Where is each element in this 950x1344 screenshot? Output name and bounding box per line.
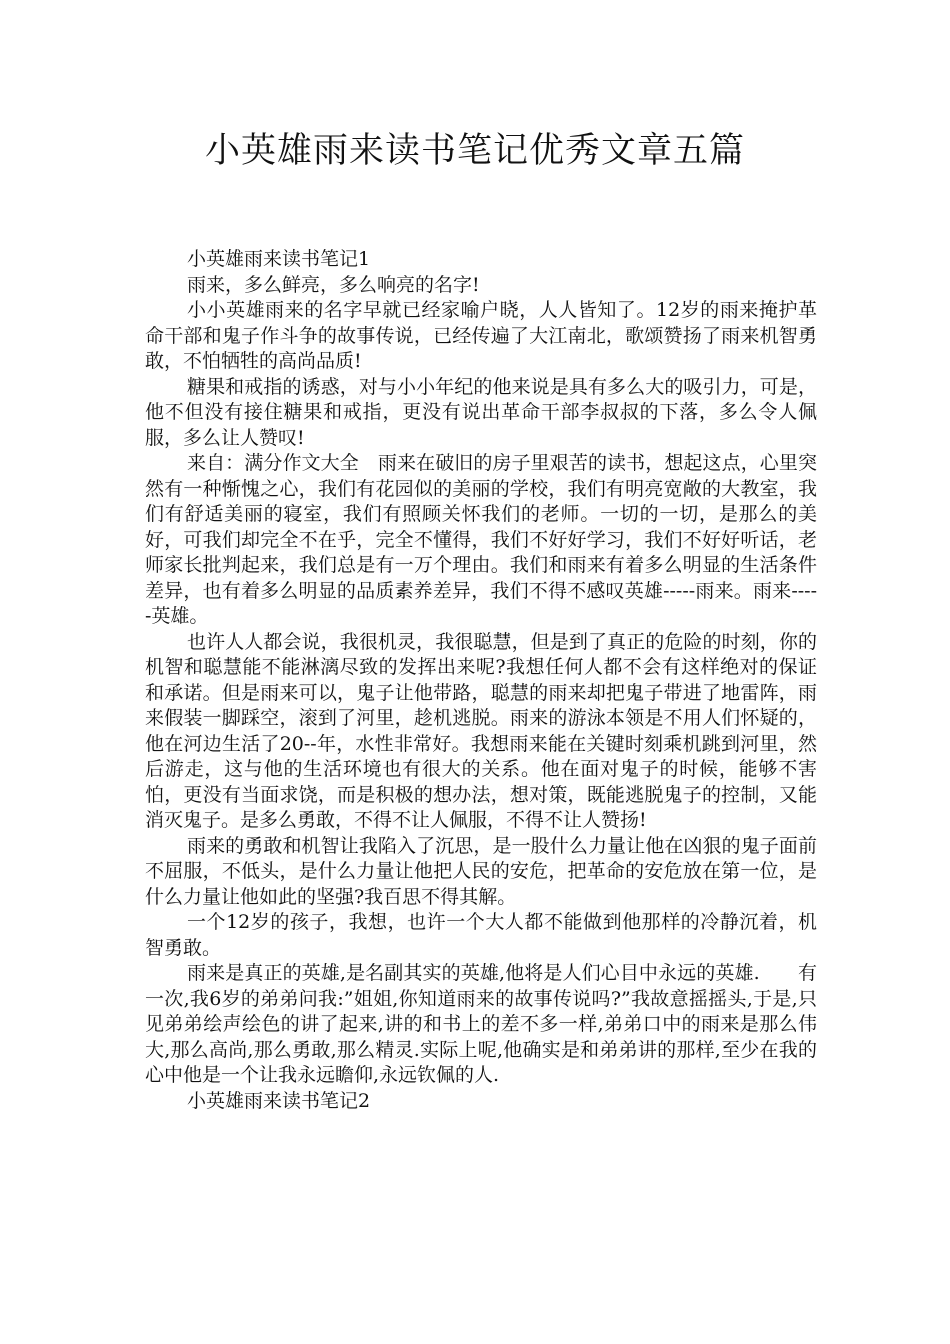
- document-title: 小英雄雨来读书笔记优秀文章五篇: [204, 131, 745, 171]
- paragraph: 雨来的勇敢和机智让我陷入了沉思，是一股什么力量让他在凶狠的鬼子面前不屈服，不低头，是什么力量让他把人民的安危，把革命的安危放在第一位，是什么力量让他如此的坚强?我百思不得其解。: [145, 834, 817, 908]
- paragraph: 雨来是真正的英雄,是名副其实的英雄,他将是人们心目中永远的英雄. 有一次,我6岁的弟弟问我:”姐姐,你知道雨来的故事传说吗?”我故意摇摇头,于是,只见弟弟绘声绘色的讲了起来,讲的和书上的差不多一样,弟弟口中的雨来是那么伟大,那么高尚,那么勇敢,那么精灵.实际上呢,他确实是和弟弟讲的那样,至少在我的心中他是一个让我永远瞻仰,永远钦佩的人.: [145, 962, 817, 1086]
- paragraph: 糖果和戒指的诱惑，对与小小年纪的他来说是具有多么大的吸引力，可是，他不但没有接住糖果和戒指，更没有说出革命干部李叔叔的下落，多么令人佩服，多么让人赞叹!: [145, 375, 817, 449]
- section-heading-2: 小英雄雨来读书笔记2: [187, 1089, 371, 1112]
- paragraph: 小小英雄雨来的名字早就已经家喻户晓，人人皆知了。12岁的雨来掩护革命干部和鬼子作斗争的故事传说，已经传遍了大江南北，歌颂赞扬了雨来机智勇敢，不怕牺牲的高尚品质!: [145, 299, 817, 372]
- section-heading-1: 小英雄雨来读书笔记1: [187, 248, 371, 270]
- document-body: [145, 247, 817, 1114]
- paragraph: 一个12岁的孩子，我想，也许一个大人都不能做到他那样的冷静沉着，机智勇敢。: [145, 911, 817, 959]
- paragraph: 雨来，多么鲜亮，多么响亮的名字!: [187, 273, 480, 296]
- paragraph: 来自：满分作文大全 雨来在破旧的房子里艰苦的读书，想起这点，心里突然有一种惭愧之心，我们有花园似的美丽的学校，我们有明亮宽敞的大教室，我们有舒适美丽的寝室，我们有照顾关怀我们的老师。一切的一切，是那么的美好，可我们却完全不在乎，完全不懂得，我们不好好学习，我们不好好听话，老师家长批判起来，我们总是有一万个理由。我们和雨来有着多么明显的生活条件差异，也有着多么明显的品质素养差异，我们不得不感叹英雄-----雨来。雨来-----英雄。: [145, 452, 817, 627]
- paragraph: 也许人人都会说，我很机灵，我很聪慧，但是到了真正的危险的时刻，你的机智和聪慧能不能淋漓尽致的发挥出来呢?我想任何人都不会有这样绝对的保证和承诺。但是雨来可以，鬼子让他带路，聪慧的雨来却把鬼子带进了地雷阵，雨来假装一脚踩空，滚到了河里，趁机逃脱。雨来的游泳本领是不用人们怀疑的，他在河边生活了20--年，水性非常好。我想雨来能在关键时刻乘机跳到河里，然后游走，这与他的生活环境也有很大的关系。他在面对鬼子的时候，能够不害怕，更没有当面求饶，而是积极的想办法，想对策，既能逃脱鬼子的控制，又能消灭鬼子。是多么勇敢，不得不让人佩服，不得不让人赞扬!: [145, 630, 817, 831]
